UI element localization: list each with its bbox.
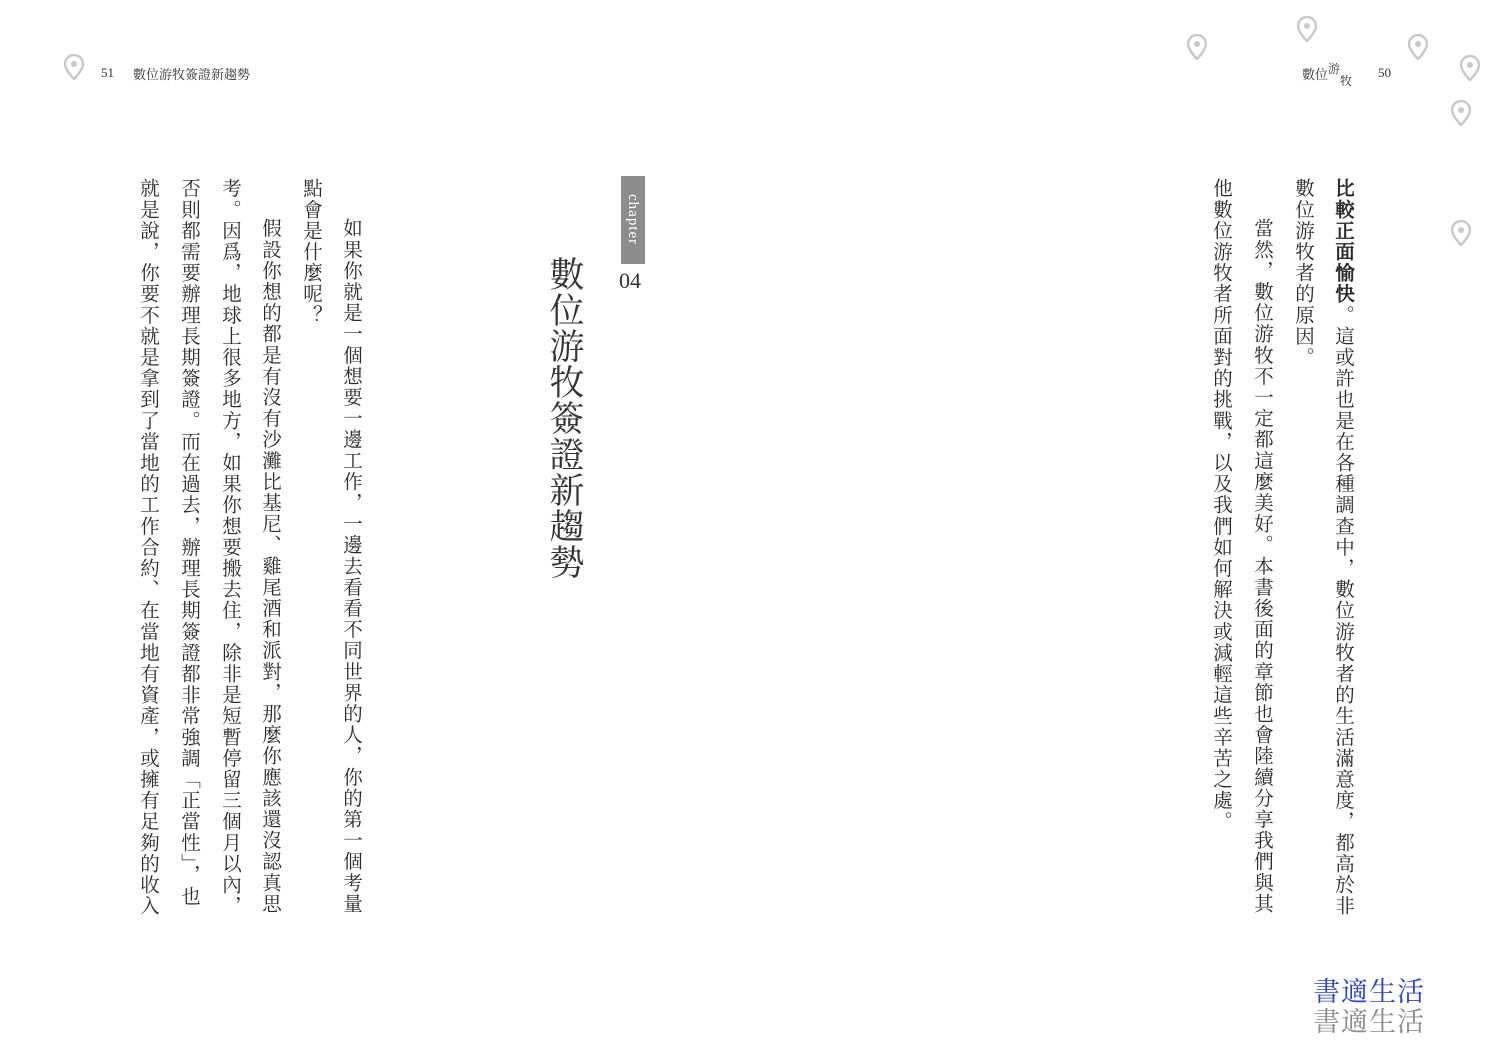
- right-body-column-1: [1333, 178, 1353, 917]
- map-pin-icon: [1451, 100, 1471, 126]
- right-body-column-3: 當然，數位游牧不一定都這麼美好。本書後面的章節也會陸續分享我們與其: [1251, 218, 1274, 915]
- right-header-sup: 游: [1328, 62, 1341, 76]
- right-header-sub: 牧: [1340, 74, 1353, 88]
- left-page-number: 51: [101, 65, 114, 80]
- right-page-number: 50: [1378, 65, 1391, 80]
- right-body-column-4: 他數位游牧者所面對的挑戰，以及我們如何解決或減輕這些辛苦之處。: [1210, 178, 1233, 833]
- left-body-column-5: 否則都需要辦理長期簽證。而在過去，辦理長期簽證都非常強調「正當性」，也: [178, 178, 201, 907]
- right-body-column-2: 數位游牧者的原因。: [1292, 178, 1315, 368]
- left-body-column-1: 如果你就是一個想要一邊工作，一邊去看看不同世界的人，你的第一個考量: [340, 218, 363, 915]
- map-pin-icon: [64, 54, 84, 80]
- left-body-column-4: 考。因爲，地球上很多地方，如果你想要搬去住，除非是短暫停留三個月以內，: [219, 178, 242, 917]
- left-body-column-3: 假設你想的都是有沒有沙灘比基尼、雞尾酒和派對，那麼你應該還沒認真思: [259, 218, 282, 915]
- watermark-logo-line-1: 書適生活: [1313, 977, 1425, 1008]
- left-body-column-6: 就是說，你要不就是拿到了當地的工作合約、在當地有資產，或擁有足夠的收入: [137, 178, 160, 917]
- map-pin-icon: [1408, 34, 1428, 60]
- map-pin-icon: [1460, 55, 1480, 81]
- map-pin-icon: [1451, 220, 1471, 246]
- chapter-label: chapter: [625, 194, 641, 246]
- body-text: 。這或許也是在各種調查中，數位游牧者的生活滿意度，都高於非: [1332, 304, 1355, 917]
- left-running-header: 數位游牧簽證新趨勢: [133, 68, 251, 83]
- map-pin-icon: [1187, 34, 1207, 60]
- chapter-title: 數位游牧簽證新趨勢: [544, 256, 584, 580]
- left-body-column-2: 點會是什麼呢？: [300, 178, 323, 326]
- right-running-header: [1302, 62, 1353, 88]
- chapter-number: 04: [619, 268, 641, 293]
- map-pin-icon: [1297, 16, 1317, 42]
- watermark-logo-line-2: 書適生活: [1313, 1007, 1425, 1038]
- right-header-main: 數位: [1302, 68, 1329, 83]
- emphasis-text: 比較正面愉快: [1332, 178, 1355, 305]
